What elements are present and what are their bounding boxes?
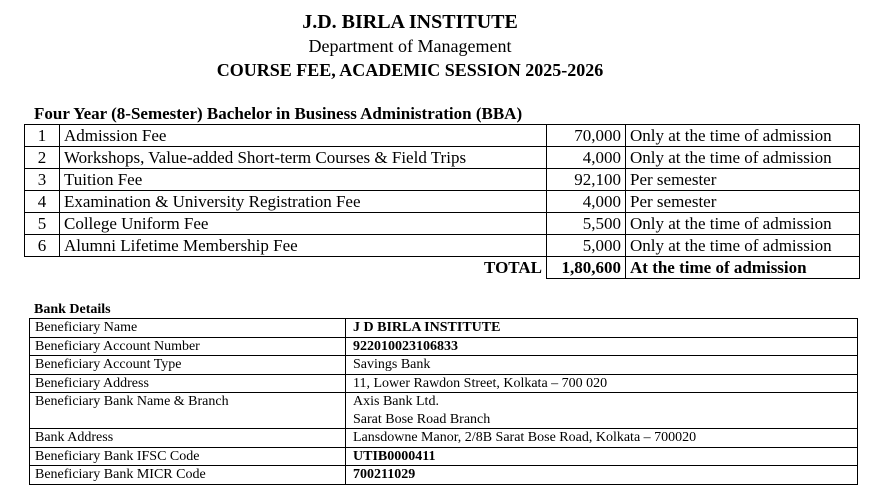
bank-label: Beneficiary Account Type <box>30 356 346 375</box>
fee-amount: 70,000 <box>547 125 626 147</box>
bank-value: 11, Lower Rawdon Street, Kolkata – 700 020 <box>346 374 858 393</box>
bank-row <box>30 393 858 429</box>
fee-sl: 3 <box>25 169 60 191</box>
bank-row <box>30 337 858 356</box>
bank-row <box>30 356 858 375</box>
bank-row <box>30 447 858 466</box>
fee-amount: 4,000 <box>547 147 626 169</box>
fee-amount: 5,000 <box>547 235 626 257</box>
fee-desc: Only at the time of admission <box>626 235 860 257</box>
fee-row <box>25 235 860 257</box>
fee-item: Tuition Fee <box>60 169 547 191</box>
fee-amount: 92,100 <box>547 169 626 191</box>
fee-desc: Only at the time of admission <box>626 125 860 147</box>
bank-label: Beneficiary Bank IFSC Code <box>30 447 346 466</box>
bank-label: Beneficiary Name <box>30 319 346 338</box>
bank-row <box>30 429 858 448</box>
fee-row <box>25 191 860 213</box>
course-title: Four Year (8-Semester) Bachelor in Business Administration (BBA) <box>34 104 523 123</box>
bank-details-title: Bank Details <box>34 302 111 317</box>
total-amount: 1,80,600 <box>547 257 626 279</box>
fee-row <box>25 125 860 147</box>
fee-item: Examination & University Registration Fee <box>60 191 547 213</box>
fee-sl: 6 <box>25 235 60 257</box>
fee-desc: Only at the time of admission <box>626 147 860 169</box>
bank-value <box>346 393 858 429</box>
department-name: Department of Management <box>308 36 512 56</box>
fee-row <box>25 213 860 235</box>
fee-item: Alumni Lifetime Membership Fee <box>60 235 547 257</box>
bank-label: Bank Address <box>30 429 346 448</box>
bank-value: UTIB0000411 <box>346 447 858 466</box>
fee-table <box>24 124 860 279</box>
bank-value: J D BIRLA INSTITUTE <box>346 319 858 338</box>
bank-value: Lansdowne Manor, 2/8B Sarat Bose Road, Kolkata – 700020 <box>346 429 858 448</box>
bank-label: Beneficiary Bank MICR Code <box>30 466 346 485</box>
bank-label: Beneficiary Address <box>30 374 346 393</box>
fee-item: College Uniform Fee <box>60 213 547 235</box>
fee-sl: 1 <box>25 125 60 147</box>
bank-row <box>30 319 858 338</box>
bank-details-table <box>29 318 858 485</box>
fee-amount: 4,000 <box>547 191 626 213</box>
bank-value: 700211029 <box>346 466 858 485</box>
total-label: TOTAL <box>25 257 547 279</box>
fee-item: Workshops, Value-added Short-term Courses & Field Trips <box>60 147 547 169</box>
fee-row <box>25 147 860 169</box>
fee-item: Admission Fee <box>60 125 547 147</box>
bank-label: Beneficiary Account Number <box>30 337 346 356</box>
total-desc: At the time of admission <box>626 257 860 279</box>
fee-sl: 5 <box>25 213 60 235</box>
fee-total-row <box>25 257 860 279</box>
bank-name: Axis Bank Ltd. <box>353 394 439 409</box>
bank-value: 922010023106833 <box>346 337 858 356</box>
document-title: COURSE FEE, ACADEMIC SESSION 2025-2026 <box>216 60 604 80</box>
fee-row <box>25 169 860 191</box>
fee-amount: 5,500 <box>547 213 626 235</box>
fee-sl: 4 <box>25 191 60 213</box>
fee-desc: Per semester <box>626 169 860 191</box>
bank-value: Savings Bank <box>346 356 858 375</box>
fee-sl: 2 <box>25 147 60 169</box>
fee-desc: Per semester <box>626 191 860 213</box>
fee-desc: Only at the time of admission <box>626 213 860 235</box>
bank-row <box>30 374 858 393</box>
bank-row <box>30 466 858 485</box>
bank-branch: Sarat Bose Road Branch <box>353 411 491 427</box>
institute-name: J.D. BIRLA INSTITUTE <box>302 11 518 33</box>
bank-label: Beneficiary Bank Name & Branch <box>30 393 346 429</box>
